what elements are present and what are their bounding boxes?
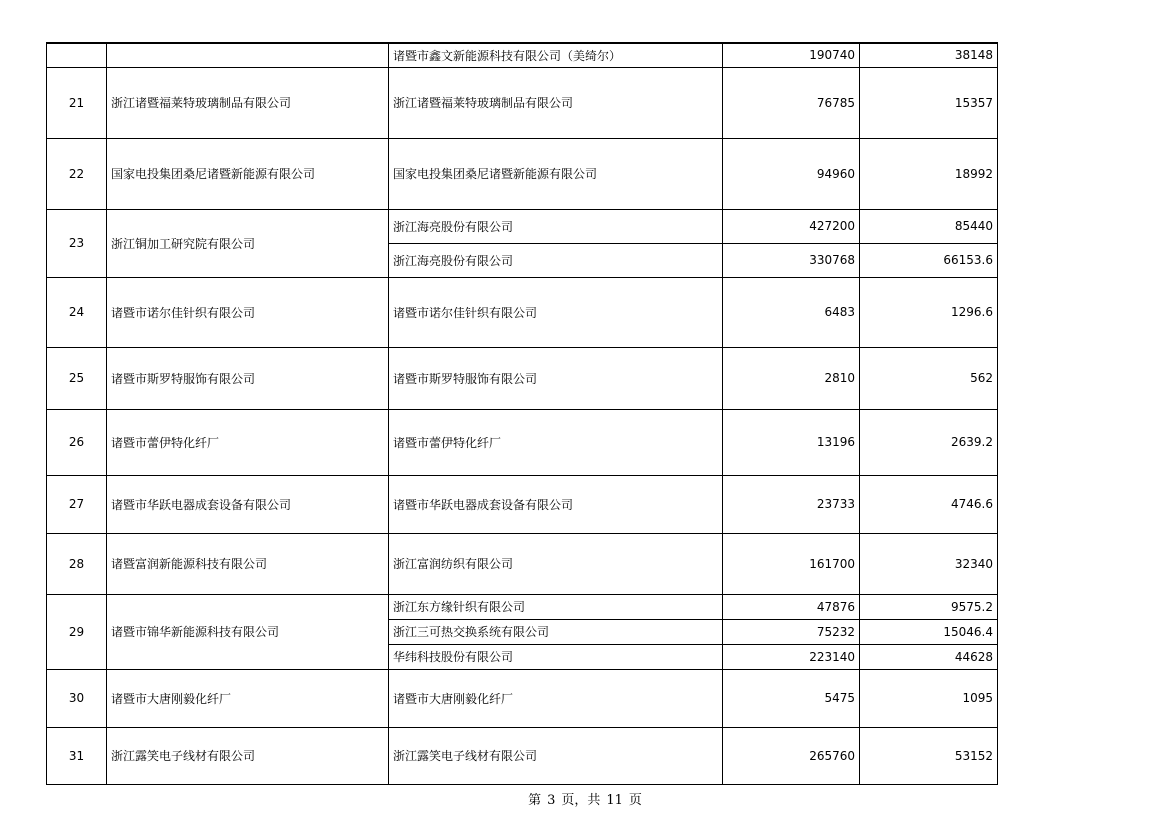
value-2: 2639.2 (860, 409, 998, 475)
value-1: 13196 (723, 409, 860, 475)
company-name: 诸暨市锦华新能源科技有限公司 (107, 594, 389, 669)
table-row (47, 727, 998, 784)
table-row (47, 475, 998, 533)
company-name: 诸暨市大唐刚毅化纤厂 (107, 669, 389, 727)
value-1: 2810 (723, 347, 860, 409)
table-row (47, 594, 998, 619)
row-number (47, 43, 107, 67)
footer-total-pages: 11 (606, 793, 623, 808)
row-number: 23 (47, 209, 107, 277)
sub-company-name: 诸暨市鑫文新能源科技有限公司（美绮尔） (389, 43, 723, 67)
table-row (47, 43, 998, 67)
row-number: 31 (47, 727, 107, 784)
value-2: 15357 (860, 67, 998, 138)
value-1: 330768 (723, 243, 860, 277)
footer-prefix: 第 (528, 793, 542, 808)
value-1: 6483 (723, 277, 860, 347)
row-number: 26 (47, 409, 107, 475)
page-footer (0, 789, 1170, 808)
table-row (47, 409, 998, 475)
value-1: 23733 (723, 475, 860, 533)
table-row (47, 277, 998, 347)
sub-company-name: 浙江诸暨福莱特玻璃制品有限公司 (389, 67, 723, 138)
table-row (47, 209, 998, 243)
table-row (47, 533, 998, 594)
value-1: 190740 (723, 43, 860, 67)
sub-company-name: 国家电投集团桑尼诸暨新能源有限公司 (389, 138, 723, 209)
value-2: 18992 (860, 138, 998, 209)
row-number: 21 (47, 67, 107, 138)
company-name: 浙江露笑电子线材有限公司 (107, 727, 389, 784)
sub-company-name: 浙江海亮股份有限公司 (389, 209, 723, 243)
row-number: 27 (47, 475, 107, 533)
value-2: 85440 (860, 209, 998, 243)
sub-company-name: 华纬科技股份有限公司 (389, 644, 723, 669)
table-body (47, 43, 998, 784)
table-row (47, 138, 998, 209)
value-2: 562 (860, 347, 998, 409)
data-table (46, 42, 998, 785)
value-1: 76785 (723, 67, 860, 138)
company-name: 国家电投集团桑尼诸暨新能源有限公司 (107, 138, 389, 209)
sub-company-name: 浙江富润纺织有限公司 (389, 533, 723, 594)
sub-company-name: 诸暨市蕾伊特化纤厂 (389, 409, 723, 475)
sub-company-name: 浙江露笑电子线材有限公司 (389, 727, 723, 784)
table-row (47, 67, 998, 138)
footer-suffix: 页 (628, 793, 642, 808)
sub-company-name: 浙江海亮股份有限公司 (389, 243, 723, 277)
company-name: 诸暨市诺尔佳针织有限公司 (107, 277, 389, 347)
value-1: 94960 (723, 138, 860, 209)
row-number: 28 (47, 533, 107, 594)
row-number: 22 (47, 138, 107, 209)
value-1: 427200 (723, 209, 860, 243)
company-name (107, 43, 389, 67)
value-2: 66153.6 (860, 243, 998, 277)
row-number: 29 (47, 594, 107, 669)
row-number: 30 (47, 669, 107, 727)
sub-company-name: 诸暨市大唐刚毅化纤厂 (389, 669, 723, 727)
row-number: 24 (47, 277, 107, 347)
sub-company-name: 诸暨市华跃电器成套设备有限公司 (389, 475, 723, 533)
sub-company-name: 浙江三可热交换系统有限公司 (389, 619, 723, 644)
value-1: 5475 (723, 669, 860, 727)
value-2: 9575.2 (860, 594, 998, 619)
row-number: 25 (47, 347, 107, 409)
value-1: 161700 (723, 533, 860, 594)
table-row (47, 347, 998, 409)
company-name: 诸暨市华跃电器成套设备有限公司 (107, 475, 389, 533)
sub-company-name: 诸暨市诺尔佳针织有限公司 (389, 277, 723, 347)
sub-company-name: 诸暨市斯罗特服饰有限公司 (389, 347, 723, 409)
footer-middle: 页，共 (561, 793, 601, 808)
company-name: 浙江铜加工研究院有限公司 (107, 209, 389, 277)
value-2: 44628 (860, 644, 998, 669)
table-row (47, 669, 998, 727)
value-1: 223140 (723, 644, 860, 669)
value-2: 4746.6 (860, 475, 998, 533)
value-1: 265760 (723, 727, 860, 784)
company-name: 诸暨市蕾伊特化纤厂 (107, 409, 389, 475)
value-2: 38148 (860, 43, 998, 67)
footer-page-number: 3 (547, 793, 556, 808)
value-1: 75232 (723, 619, 860, 644)
company-name: 诸暨市斯罗特服饰有限公司 (107, 347, 389, 409)
company-name: 诸暨富润新能源科技有限公司 (107, 533, 389, 594)
value-2: 15046.4 (860, 619, 998, 644)
value-2: 1296.6 (860, 277, 998, 347)
value-1: 47876 (723, 594, 860, 619)
value-2: 53152 (860, 727, 998, 784)
value-2: 1095 (860, 669, 998, 727)
value-2: 32340 (860, 533, 998, 594)
sub-company-name: 浙江东方缘针织有限公司 (389, 594, 723, 619)
company-name: 浙江诸暨福莱特玻璃制品有限公司 (107, 67, 389, 138)
